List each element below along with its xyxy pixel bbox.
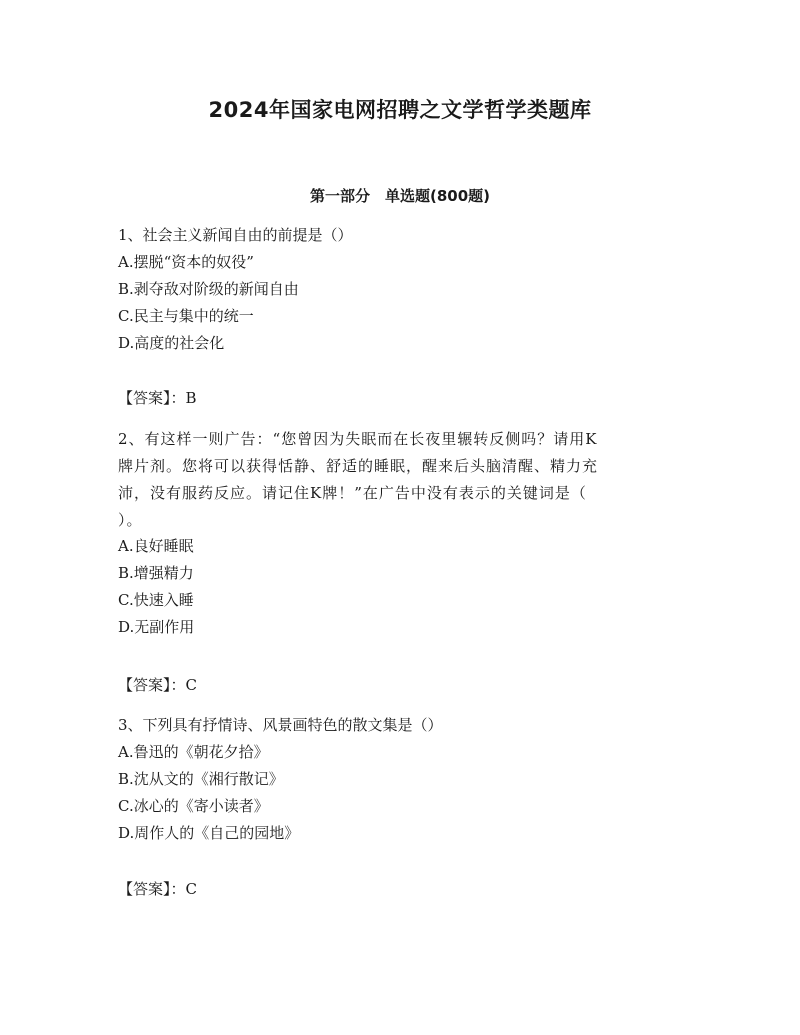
answer-1 — [118, 385, 197, 412]
option-a: A.良好睡眠 — [118, 537, 194, 555]
answer-label: 【答案】： — [118, 389, 186, 407]
question-stem-line: ）。 — [118, 511, 143, 529]
section-heading: 第一部分 单选题(800题) — [309, 187, 491, 205]
answer-3 — [118, 876, 197, 903]
document-title: 2024年国家电网招聘之文学哲学类题库 — [208, 98, 592, 122]
answer-label: 【答案】： — [118, 676, 186, 694]
option-d: D.无副作用 — [118, 618, 195, 636]
question-stem: 3、下列具有抒情诗、风景画特色的散文集是（） — [118, 716, 443, 734]
option-c: C.冰心的《寄小读者》 — [118, 797, 269, 815]
question-1 — [118, 222, 678, 357]
option-a: A.摆脱“资本的奴役” — [118, 253, 254, 271]
answer-label: 【答案】： — [118, 880, 186, 898]
answer-value: C — [185, 880, 197, 898]
answer-2 — [118, 672, 197, 699]
question-stem-line: 牌片剂。您将可以获得恬静、舒适的睡眠，醒来后头脑清醒、精力充 — [118, 457, 599, 475]
option-c: C.快速入睡 — [118, 591, 194, 609]
question-stem-line: 2、有这样一则广告：“您曾因为失眠而在长夜里辗转反侧吗？请用K — [118, 430, 598, 448]
option-b: B.沈从文的《湘行散记》 — [118, 770, 284, 788]
option-d: D.周作人的《自己的园地》 — [118, 824, 300, 842]
option-a: A.鲁迅的《朝花夕拾》 — [118, 743, 269, 761]
option-d: D.高度的社会化 — [118, 334, 225, 352]
question-2 — [118, 425, 678, 641]
option-b: B.增强精力 — [118, 564, 194, 582]
question-stem: 1、社会主义新闻自由的前提是（） — [118, 226, 353, 244]
option-c: C.民主与集中的统一 — [118, 307, 254, 325]
answer-value: B — [185, 389, 197, 407]
answer-value: C — [185, 676, 197, 694]
option-b: B.剥夺敌对阶级的新闻自由 — [118, 280, 299, 298]
question-3 — [118, 712, 678, 847]
question-stem-line: 沛，没有服药反应。请记住K牌！”在广告中没有表示的关键词是（ — [118, 484, 587, 502]
